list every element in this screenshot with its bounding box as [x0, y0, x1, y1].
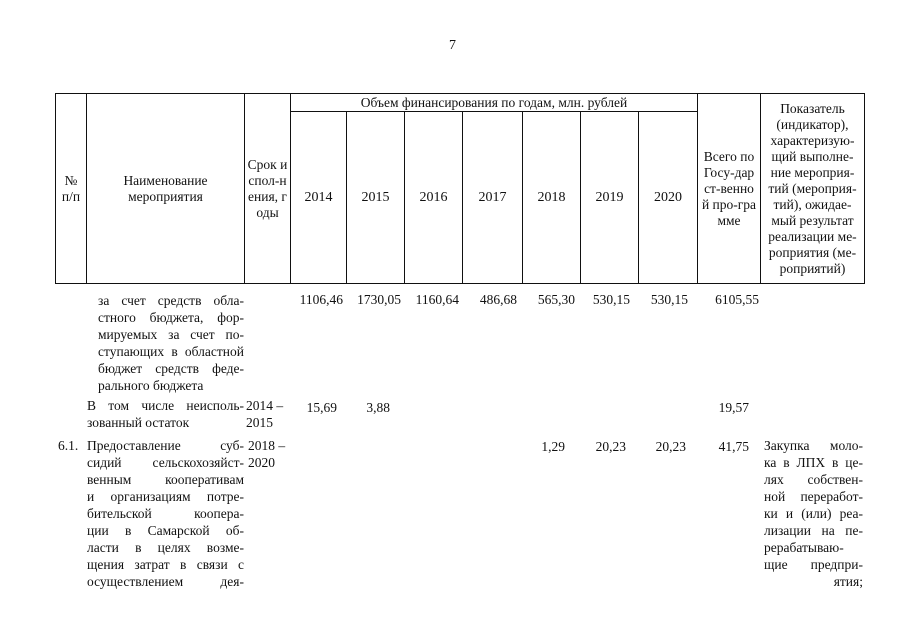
row3-indicator-line: Закупка моло-: [764, 438, 863, 453]
row3-name-line: ласти в целях возме-: [87, 540, 244, 555]
header-total: [698, 94, 760, 283]
row1-value-2014: 1106,46: [299, 292, 343, 307]
year-2015: 2015: [361, 189, 390, 205]
row3-name: [87, 437, 244, 590]
row2-name-line: зованный остаток: [87, 415, 190, 430]
row1-value-2020: 530,15: [650, 292, 688, 307]
row3-indicator-line: щие предпри-: [764, 557, 863, 572]
page-number: 7: [449, 38, 456, 53]
row3-total: 41,75: [718, 439, 749, 454]
row3-indicator: [764, 437, 863, 590]
row3-indicator-line: рерабатываю-: [764, 540, 844, 555]
row3-name-line: ции в Самарской об-: [87, 523, 244, 538]
row1-value-2016: 1160,64: [415, 292, 459, 307]
header-number: [56, 94, 86, 283]
row3-indicator-line: ной переработ-: [764, 489, 863, 504]
year-2014: 2014: [304, 189, 333, 205]
header-name: [87, 94, 244, 283]
header-number-label: № п/п: [61, 172, 81, 204]
row1-name-line: мируемых за счет по-: [98, 327, 244, 342]
row1-name: [98, 292, 244, 394]
row3-value-2020: 20,23: [655, 439, 686, 454]
row1-name-line: ступающих в областной: [98, 344, 244, 359]
row3-name-line: и организациям потре-: [87, 489, 244, 504]
row1-value-2015: 1730,05: [357, 292, 401, 307]
header-term-label: Срок испол-нения, годы: [247, 156, 288, 220]
header-indicator-label: Показатель (индикатор), характеризую-щий выполне-ние мероприя-тий (мероприя-тий), ожидае-мый результат реализации ме-роприятия (ме-роприятий): [768, 100, 857, 276]
row1-value-2017: 486,68: [479, 292, 517, 307]
row3-value-2019: 20,23: [595, 439, 626, 454]
row2-value-2014: 15,69: [306, 400, 337, 415]
row1-total: 6105,55: [715, 292, 759, 307]
row1-name-line: рального бюджета: [98, 378, 204, 393]
row3-name-line: сидий сельскохозяйст-: [87, 455, 244, 470]
row3-name-line: венным кооперативам: [87, 472, 244, 487]
row1-name-line: за счет средств обла-: [98, 293, 244, 308]
year-2016: 2016: [419, 189, 448, 205]
row3-name-line: осуществлением дея-: [87, 574, 244, 589]
year-2019: 2019: [595, 189, 624, 205]
row3-term: 2018 – 2020: [248, 438, 286, 470]
row2-name: [87, 397, 244, 431]
row1-name-line: стного бюджета, фор-: [98, 310, 244, 325]
row1-value-2019: 530,15: [592, 292, 630, 307]
row3-indicator-line: лях собствен-: [764, 472, 863, 487]
header-term: [245, 94, 290, 283]
row3-indicator-line: ки и (или) реа-: [764, 506, 863, 521]
finance-title-label: Объем финансирования по годам, млн. рублей: [360, 94, 628, 110]
row3-name-line: Предоставление суб-: [87, 438, 244, 453]
row3-indicator-line: лизации на пе-: [764, 523, 863, 538]
row3-name-line: бительской коопера-: [87, 506, 244, 521]
row3-indicator-line: ятия;: [833, 574, 863, 589]
row2-term: 2014 – 2015: [246, 398, 284, 430]
header-finance-title: [291, 94, 697, 111]
row1-value-2018: 565,30: [537, 292, 575, 307]
row2-name-line: В том числе неисполь-: [87, 398, 244, 413]
row3-value-2018: 1,29: [541, 439, 565, 454]
year-2017: 2017: [478, 189, 507, 205]
header-name-label: Наименование мероприятия: [123, 172, 208, 204]
row2-total: 19,57: [718, 400, 749, 415]
year-2018: 2018: [537, 189, 566, 205]
row3-indicator-line: ка в ЛПХ в це-: [764, 455, 863, 470]
header-total-label: Всего по Госу-дарст-венной про-грамме: [701, 148, 757, 228]
row3-name-line: щения затрат в связи с: [87, 557, 244, 572]
row3-number: 6.1.: [58, 438, 79, 453]
header-indicator: [761, 94, 864, 283]
year-2020: 2020: [654, 189, 682, 205]
row1-name-line: бюджет средств феде-: [98, 361, 244, 376]
row2-value-2015: 3,88: [366, 400, 390, 415]
